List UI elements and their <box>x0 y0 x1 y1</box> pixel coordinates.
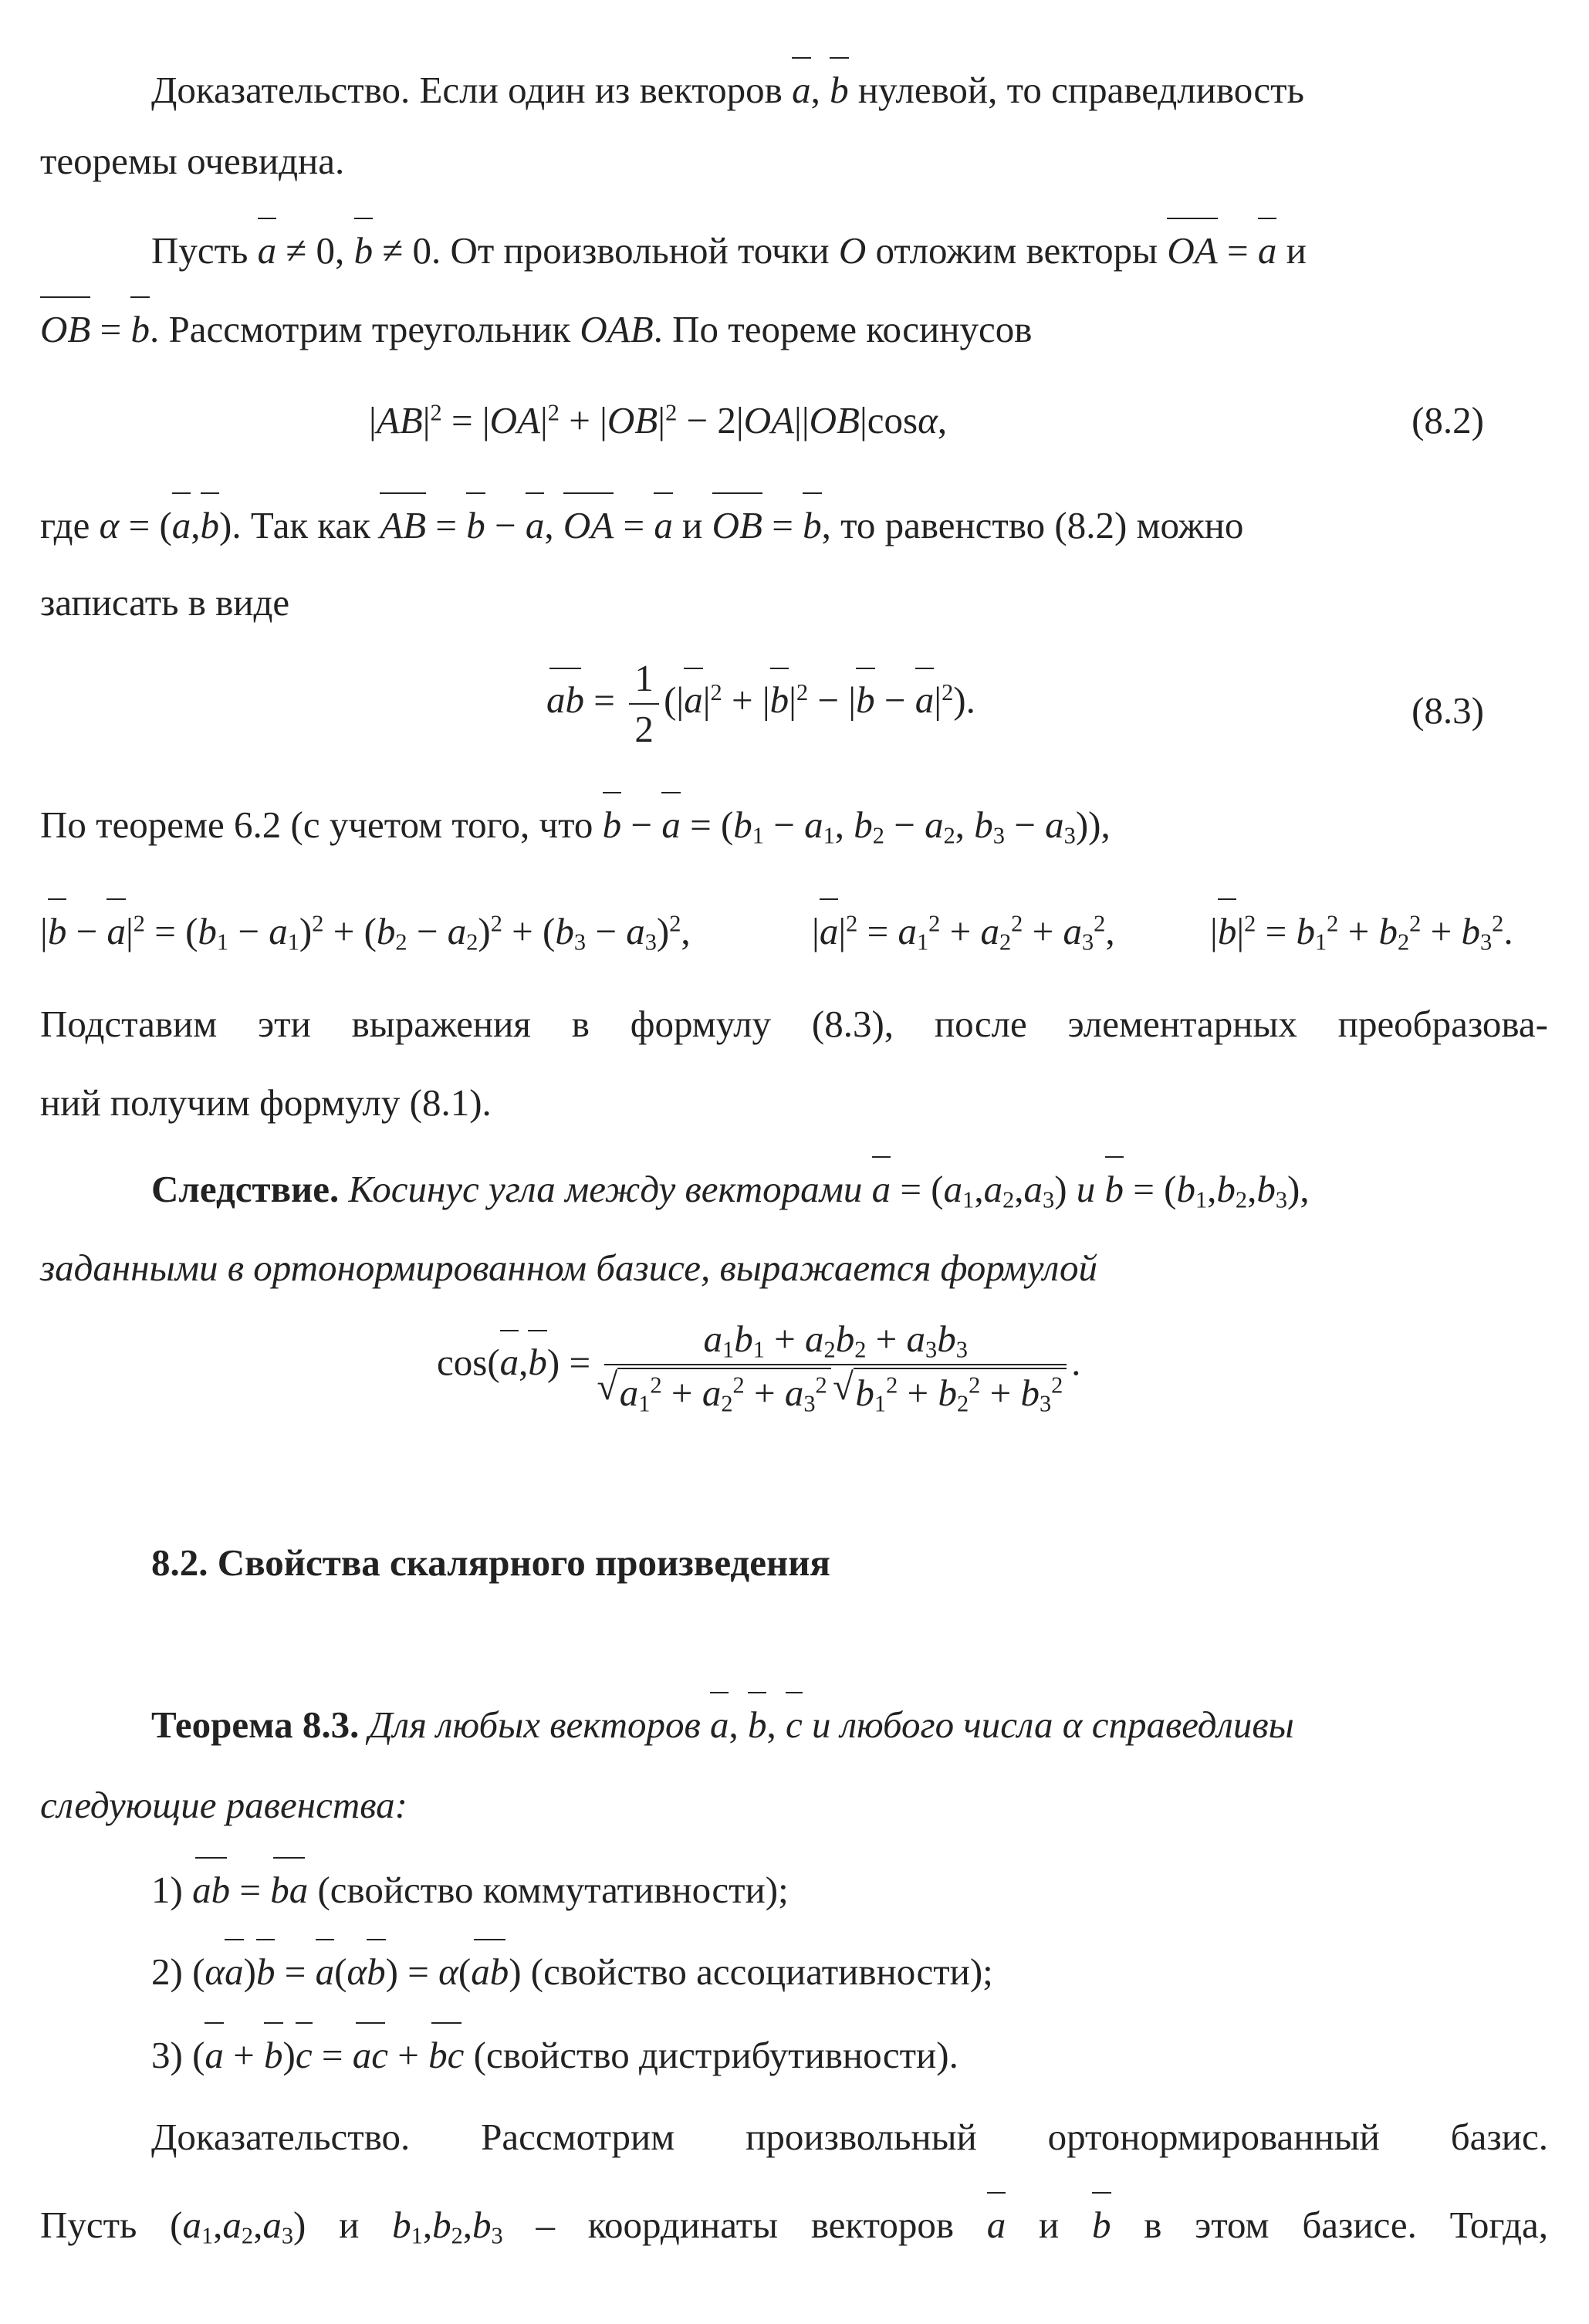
section-heading: 8.2. Свойства скалярного произведения <box>151 1541 830 1584</box>
proof1-line3: Пусть a ≠ 0, b ≠ 0. От произвольной точки O отложим векторы OA = a и <box>151 228 1307 274</box>
property-2: 2) (αa)b = a(αb) = α(ab) (свойство ассоциативности); <box>151 1950 993 1995</box>
norm-a-formula: $|a|^2 = a_1^2 + a_2^2 + a_3^2$, <box>812 910 1115 956</box>
theorem-line1: Теорема 8.3. Для любых векторов a, b, c и любого числа α справедливы <box>151 1703 1294 1748</box>
equation-label-8-2: (8.2) <box>1412 399 1484 441</box>
proof1-line4: OB = b. Рассмотрим треугольник OAB. По теореме косинусов <box>40 307 1032 353</box>
property-3: 3) (a + b)c = ac + bc (свойство дистрибутивности). <box>151 2033 958 2079</box>
equation-label-8-3: (8.3) <box>1412 689 1484 732</box>
equation-8-3: ab = $\frac{1}{2}$ $(|a|^2 + |b|^2 - |b - a|^2)$. <box>546 657 975 750</box>
theorem-line2: следующие равенства: <box>40 1784 408 1826</box>
corollary-line2: заданными в ортонормированном базисе, выражается формулой <box>40 1247 1097 1289</box>
proof1-line8: Подставим эти выражения в формулу (8.3), после элементарных преобразова- <box>40 1003 1548 1045</box>
proof1-line2: теоремы очевидна. <box>40 140 345 182</box>
text: нулевой, то справедливость <box>857 69 1304 111</box>
equation-8-2: $|AB|^2 = |OA|^2 + |OB|^2 - 2|OA||OB|\cos\alpha$, <box>369 399 948 441</box>
proof2-line1: Доказательство. Рассмотрим произвольный ортонормированный базис. <box>151 2116 1548 2158</box>
proof1-line9: ний получим формулу (8.1). <box>40 1081 492 1124</box>
coordinate-formulas: $|b - a|^2 = (b_1 - a_1)^2 + (b_2 - a_2)^2 + (b_3 - a_3)^2$, <box>40 910 691 956</box>
proof1-line5: где α = (a,b). Так как AB = b − a, OA = a и OB = b, то равенство (8.2) можно <box>40 503 1243 549</box>
norm-b-formula: $|b|^2 = b_1^2 + b_2^2 + b_3^2$. <box>1210 910 1513 956</box>
proof1-line7: По теореме 6.2 (с учетом того, что $b - a = (b_1 - a_1$, $b_2 - a_2$, $b_3 - a_3$)), <box>40 803 1111 849</box>
text: Доказательство. Если один из векторов <box>151 69 783 111</box>
proof1-line1: Доказательство. Если один из векторов a, b нулевой, то справедливость <box>151 68 1548 113</box>
property-1: 1) ab = ba (свойство коммутативности); <box>151 1868 789 1913</box>
cosine-formula: cos(a,b) = $a_1b_1 + a_2b_2 + a_3b_3$ √ $a_1^2 + a_2^2 + a_3^2$ √ $b_1^2 + b_2^2 + b_3^2$ . <box>437 1317 1080 1416</box>
proof2-line2: Пусть $(a_1,a_2,a_3)$ и $b_1,b_2,b_3$ – координаты векторов a и b в этом базисе. Тогда, <box>40 2204 1549 2249</box>
corollary-line1: Следствие. Косинус угла между векторами $a = (a_1,a_2,a_3)$ и $b = (b_1,b_2,b_3)$, <box>151 1168 1310 1213</box>
proof1-line6: записать в виде <box>40 581 290 624</box>
